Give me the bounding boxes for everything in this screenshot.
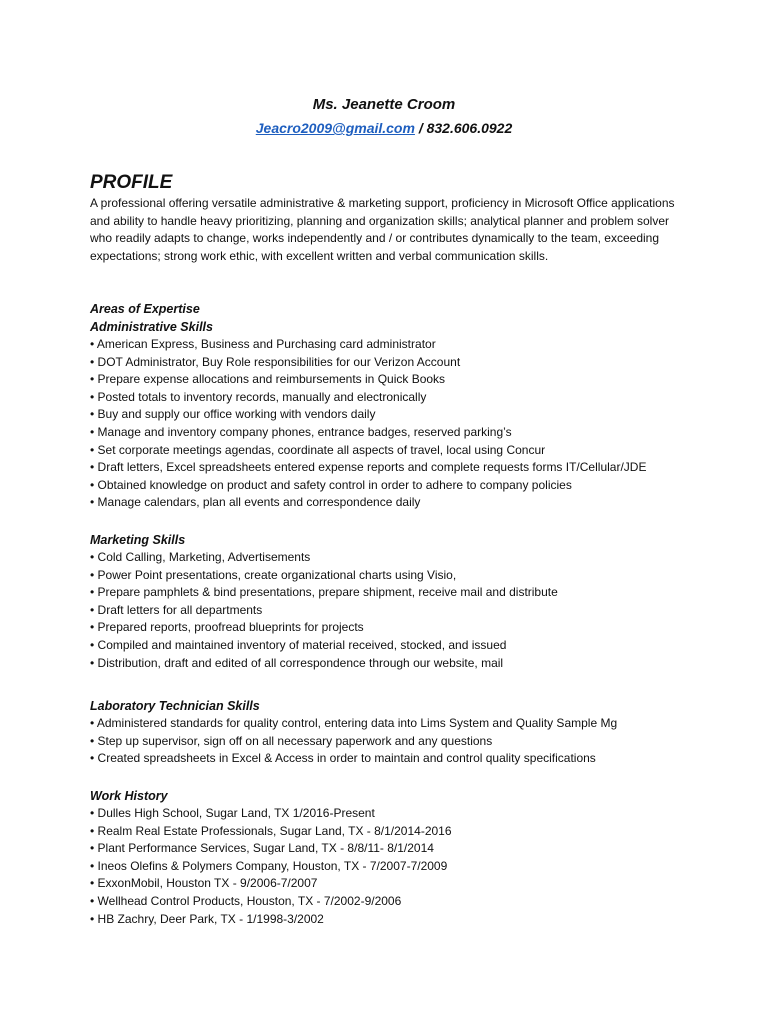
list-item: • Prepare pamphlets & bind presentations, prepare shipment, receive mail and distribute (90, 585, 558, 600)
list-item: • Prepare expense allocations and reimbursements in Quick Books (90, 372, 446, 387)
list-item: • Step up supervisor, sign off on all necessary paperwork and any questions (90, 733, 493, 748)
admin-skills-list (90, 336, 710, 512)
work-history-list (90, 805, 710, 928)
list-item: • DOT Administrator, Buy Role responsibilities for our Verizon Account (90, 354, 461, 369)
list-item: • Power Point presentations, create organizational charts using Visio, (90, 567, 457, 582)
candidate-name: Ms. Jeanette Croom (312, 96, 456, 113)
profile-summary: A professional offering versatile administrative & marketing support, proficiency in Microsoft Office applications and ability to handle heavy prioritizing, planning and organization skills; analytical planner and problem solver who readily adapts to change, works independently and / or contributes dynamically to the team, exceeding expectations; strong work ethic, with excellent written and verbal communication skills. (90, 196, 675, 263)
list-item: • Administered standards for quality control, entering data into Lims System and Quality Sample Mg (90, 716, 618, 730)
list-item: • Buy and supply our office working with vendors daily (90, 407, 376, 422)
list-item: • ExxonMobil, Houston TX - 9/2006-7/2007 (90, 876, 318, 891)
marketing-skills-list (90, 549, 710, 672)
list-item: • Dulles High School, Sugar Land, TX 1/2016-Present (90, 806, 375, 820)
lab-skills-list (90, 715, 710, 768)
list-item: • Obtained knowledge on product and safety control in order to adhere to company policies (90, 477, 572, 492)
areas-of-expertise-section (90, 300, 710, 512)
admin-skills-heading: Administrative Skills (90, 320, 213, 334)
list-item: • Cold Calling, Marketing, Advertisements (90, 550, 311, 564)
list-item: • Wellhead Control Products, Houston, TX - 7/2002-9/2006 (90, 893, 402, 908)
list-item: • Distribution, draft and edited of all correspondence through our website, mail (90, 655, 504, 670)
list-item: • Manage calendars, plan all events and correspondence daily (90, 495, 421, 510)
email-link[interactable]: Jeacro2009@gmail.com (255, 120, 415, 136)
lab-skills-heading: Laboratory Technician Skills (90, 699, 260, 713)
list-item: • HB Zachry, Deer Park, TX - 1/1998-3/2002 (90, 911, 324, 926)
work-history-heading: Work History (90, 789, 168, 803)
list-item: • Realm Real Estate Professionals, Sugar Land, TX - 8/1/2014-2016 (90, 823, 452, 838)
list-item: • American Express, Business and Purchasing card administrator (90, 337, 436, 351)
profile-heading: PROFILE (90, 172, 173, 193)
list-item: • Created spreadsheets in Excel & Access in order to maintain and control quality specifications (90, 751, 596, 766)
list-item: • Posted totals to inventory records, manually and electronically (90, 389, 427, 404)
phone-number: / 832.606.0922 (414, 120, 513, 136)
areas-heading: Areas of Expertise (90, 302, 200, 316)
list-item: • Draft letters for all departments (90, 602, 263, 617)
list-item: • Prepared reports, proofread blueprints for projects (90, 620, 364, 635)
contact-line (0, 120, 768, 136)
marketing-skills-heading: Marketing Skills (90, 533, 186, 547)
list-item: • Plant Performance Services, Sugar Land, TX - 8/8/11- 8/1/2014 (90, 841, 434, 856)
list-item: • Manage and inventory company phones, entrance badges, reserved parking’s (90, 424, 512, 439)
marketing-skills-section (90, 531, 710, 672)
list-item: • Set corporate meetings agendas, coordinate all aspects of travel, local using Concur (90, 442, 546, 457)
list-item: • Compiled and maintained inventory of material received, stocked, and issued (90, 637, 507, 652)
lab-skills-section (90, 697, 710, 768)
list-item: • Draft letters, Excel spreadsheets entered expense reports and complete requests forms IT/Cellular/JDE (90, 460, 647, 475)
work-history-section (90, 787, 710, 928)
list-item: • Ineos Olefins & Polymers Company, Houston, TX - 7/2007-7/2009 (90, 858, 448, 873)
